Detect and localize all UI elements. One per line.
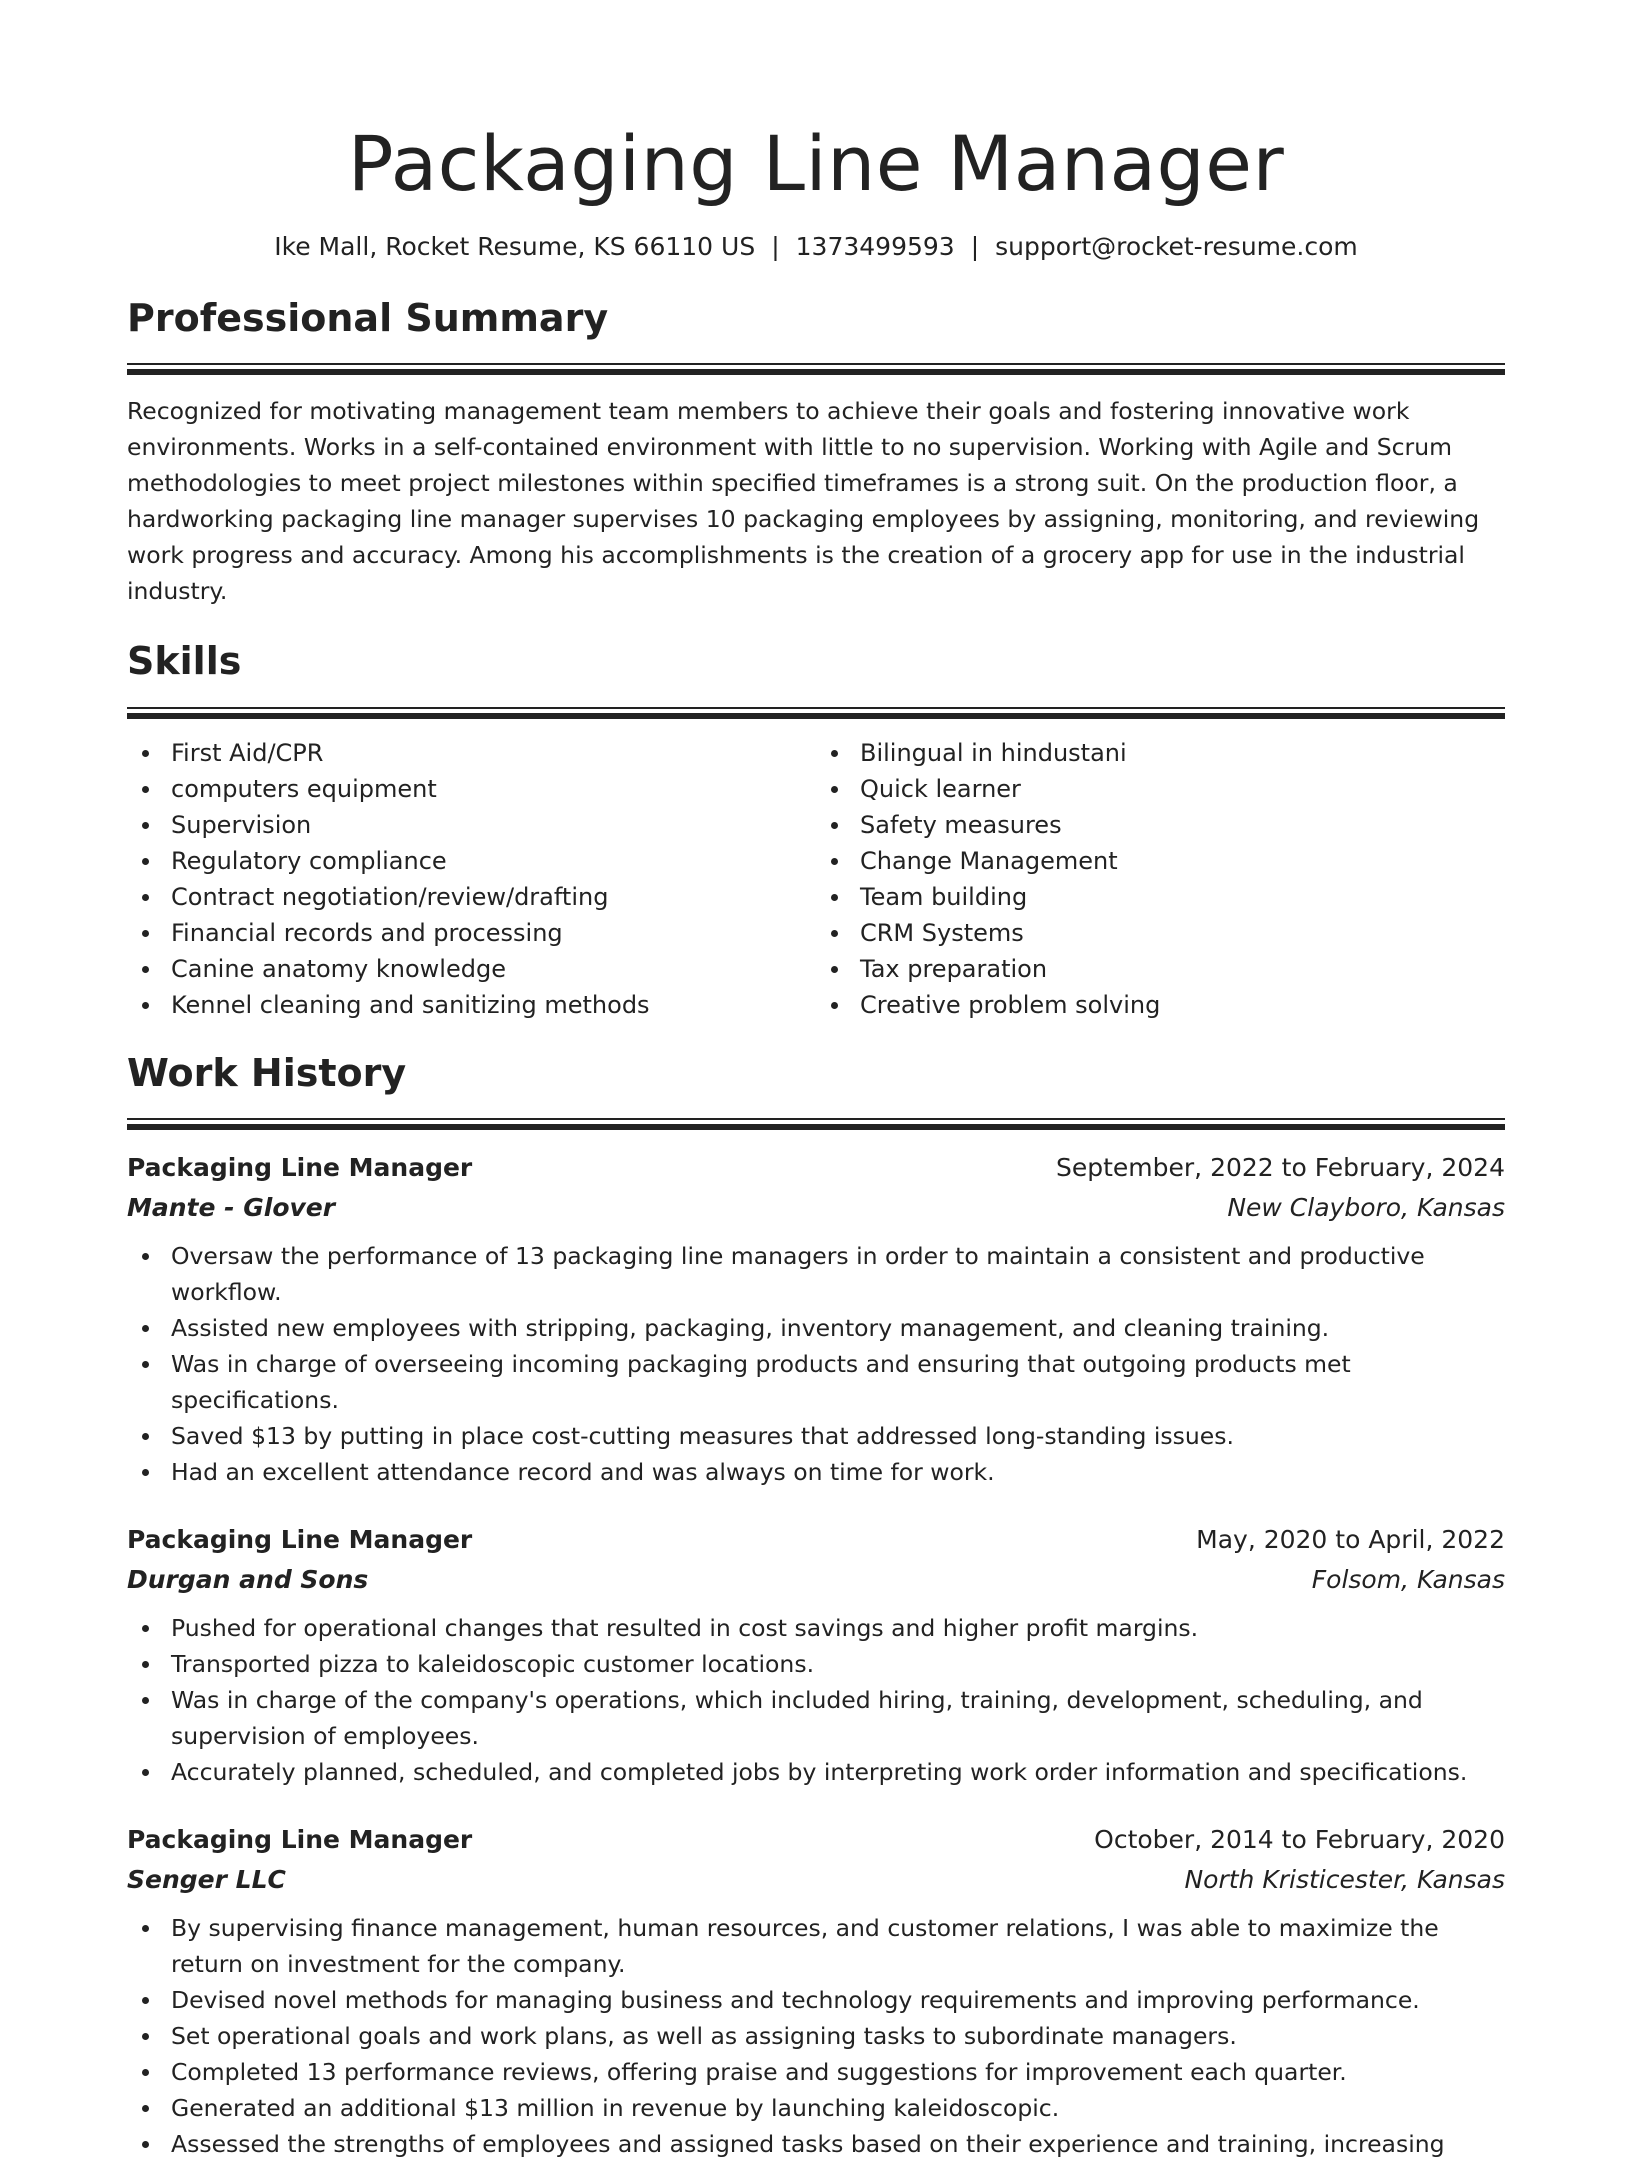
skill-item: Safety measures (816, 807, 1505, 843)
job-dates: September, 2022 to February, 2024 (1056, 1153, 1505, 1183)
job-subheader-row (127, 1860, 1505, 1900)
job-bullet: Had an excellent attendance record and was always on time for work. (127, 1454, 1505, 1490)
skill-item: Creative problem solving (816, 987, 1505, 1023)
skills-list (127, 735, 1505, 1023)
skill-item: Quick learner (816, 771, 1505, 807)
job-company: Mante - Glover (127, 1193, 336, 1223)
work-history-section (127, 1051, 1505, 2162)
job-bullet: Devised novel methods for managing business and technology requirements and improving performance. (127, 1982, 1505, 2018)
skill-item: Tax preparation (816, 951, 1505, 987)
section-heading-summary: Professional Summary (127, 295, 609, 340)
job-bullet: Was in charge of the company's operations, which included hiring, training, development, scheduling, and supervision of employees. (127, 1682, 1505, 1754)
job-bullet: Accurately planned, scheduled, and completed jobs by interpreting work order information and specifications. (127, 1754, 1505, 1790)
job-bullet: Assessed the strengths of employees and assigned tasks based on their experience and training, increasing (127, 2126, 1505, 2162)
job-entry (127, 1520, 1505, 1790)
job-bullets (127, 1910, 1505, 2162)
job-bullet: Set operational goals and work plans, as well as assigning tasks to subordinate managers. (127, 2018, 1505, 2054)
job-company: Senger LLC (127, 1865, 286, 1895)
job-subheader-row (127, 1188, 1505, 1228)
section-divider (127, 1118, 1505, 1130)
skill-item: Kennel cleaning and sanitizing methods (127, 987, 816, 1023)
contact-phone: 1373499593 (795, 232, 955, 262)
skill-item: First Aid/CPR (127, 735, 816, 771)
resume-title: Packaging Line Manager (347, 119, 1285, 208)
job-location: North Kristicester, Kansas (1184, 1865, 1505, 1895)
job-bullet: Pushed for operational changes that resulted in cost savings and higher profit margins. (127, 1610, 1505, 1646)
skill-item: Financial records and processing (127, 915, 816, 951)
job-bullet: Completed 13 performance reviews, offering praise and suggestions for improvement each quarter. (127, 2054, 1505, 2090)
contact-separator: | (970, 232, 980, 262)
skill-item: computers equipment (127, 771, 816, 807)
job-bullet: Assisted new employees with stripping, packaging, inventory management, and cleaning training. (127, 1310, 1505, 1346)
section-divider (127, 707, 1505, 719)
section-heading-skills: Skills (127, 639, 242, 684)
section-divider (127, 363, 1505, 375)
contact-address: Ike Mall, Rocket Resume, KS 66110 US (274, 232, 756, 262)
job-bullet: Was in charge of overseeing incoming packaging products and ensuring that outgoing products met specifications. (127, 1346, 1505, 1418)
skill-item: Regulatory compliance (127, 843, 816, 879)
skill-item: CRM Systems (816, 915, 1505, 951)
job-location: Folsom, Kansas (1311, 1565, 1505, 1595)
skill-item: Bilingual in hindustani (816, 735, 1505, 771)
job-entry (127, 1148, 1505, 1490)
job-title: Packaging Line Manager (127, 1525, 473, 1555)
job-bullet: Generated an additional $13 million in revenue by launching kaleidoscopic. (127, 2090, 1505, 2126)
job-dates: October, 2014 to February, 2020 (1094, 1825, 1505, 1855)
skill-item: Supervision (127, 807, 816, 843)
skill-item: Canine anatomy knowledge (127, 951, 816, 987)
job-subheader-row (127, 1560, 1505, 1600)
skills-column-left (127, 735, 816, 1023)
job-header-row (127, 1520, 1505, 1560)
job-location: New Clayboro, Kansas (1227, 1193, 1505, 1223)
job-header-row (127, 1148, 1505, 1188)
skills-column-right (816, 735, 1505, 1023)
skill-item: Change Management (816, 843, 1505, 879)
contact-email: support@rocket-resume.com (995, 232, 1358, 262)
job-bullets (127, 1610, 1505, 1790)
skill-item: Team building (816, 879, 1505, 915)
job-bullet: Oversaw the performance of 13 packaging line managers in order to maintain a consistent and productive workflow. (127, 1238, 1505, 1310)
section-heading-work-history: Work History (127, 1050, 407, 1095)
contact-separator: | (771, 232, 780, 262)
summary-text: Recognized for motivating management team members to achieve their goals and fostering innovative work environments. Works in a self-contained environment with little to no supervision. Working with Agile and Scrum methodologies to meet project milestones within specified timeframes is a strong suit. On the production floor, a hardworking packaging line manager supervises 10 packaging employees by assigning, monitoring, and reviewing work progress and accuracy. Among his accomplishments is the creation of a grocery app for use in the industrial industry. (127, 397, 1480, 606)
skill-item: Contract negotiation/review/drafting (127, 879, 816, 915)
skills-section (127, 639, 1505, 1023)
job-bullets (127, 1238, 1505, 1490)
job-title: Packaging Line Manager (127, 1825, 473, 1855)
job-company: Durgan and Sons (127, 1565, 369, 1595)
job-title: Packaging Line Manager (127, 1153, 473, 1183)
job-bullet: Transported pizza to kaleidoscopic customer locations. (127, 1646, 1505, 1682)
job-header-row (127, 1820, 1505, 1860)
job-bullet: Saved $13 by putting in place cost-cutting measures that addressed long-standing issues. (127, 1418, 1505, 1454)
contact-line (127, 231, 1505, 264)
job-dates: May, 2020 to April, 2022 (1196, 1525, 1505, 1555)
summary-section (127, 296, 1505, 610)
job-entry (127, 1820, 1505, 2162)
job-bullet: By supervising finance management, human resources, and customer relations, I was able to maximize the return on investment for the company. (127, 1910, 1505, 1982)
